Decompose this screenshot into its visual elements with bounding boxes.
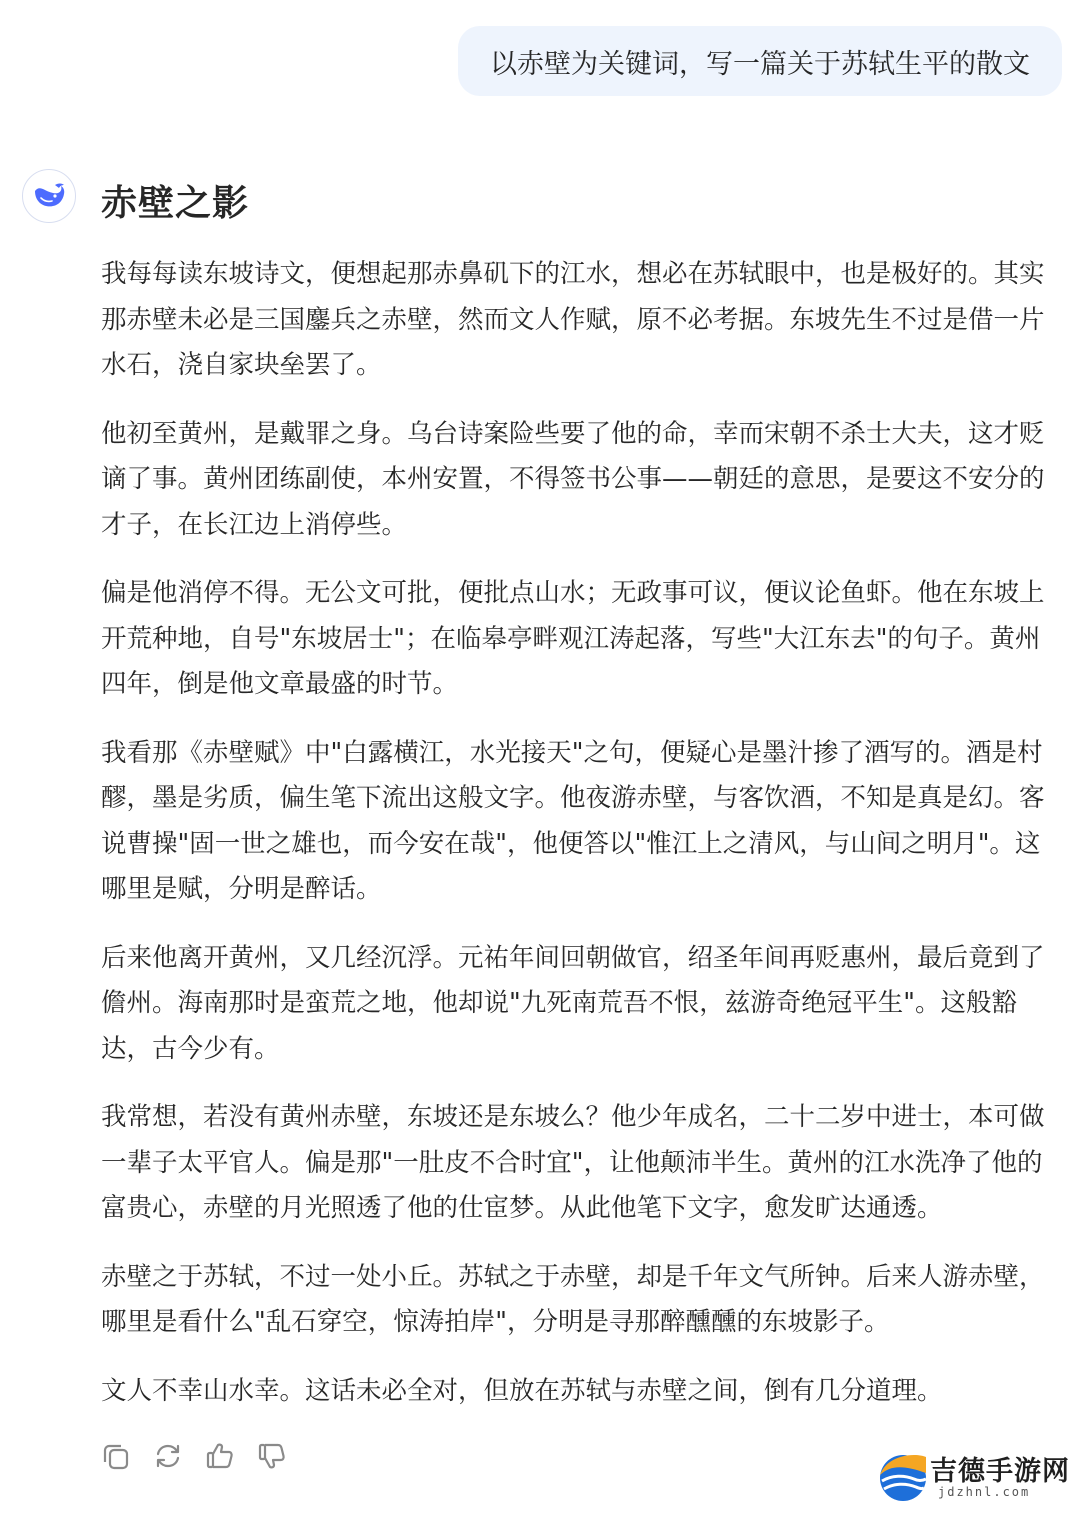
watermark-text: 吉德手游网 [930, 1456, 1070, 1487]
answer-paragraph: 文人不幸山水幸。这话未必全对，但放在苏轼与赤壁之间，倒有几分道理。 [101, 1375, 943, 1406]
message-actions [100, 1440, 288, 1472]
answer-paragraph: 赤壁之于苏轼，不过一处小丘。苏轼之于赤壁，却是千年文气所钟。后来人游赤壁，哪里是看什么"乱石穿空，惊涛拍岸"，分明是寻那醉醺醺的东坡影子。 [101, 1261, 1045, 1337]
site-watermark [878, 1447, 1074, 1511]
answer-paragraph: 偏是他消停不得。无公文可批，便批点山水；无政事可议，便议论鱼虾。他在东坡上开荒种地，自号"东坡居士"；在临皋亭畔观江涛起落，写些"大江东去"的句子。黄州四年，倒是他文章最盛的时节。 [101, 578, 1045, 699]
answer-body [101, 252, 1063, 1437]
refresh-icon [153, 1441, 183, 1471]
copy-button[interactable] [100, 1440, 132, 1472]
answer-paragraph: 我常想，若没有黄州赤壁，东坡还是东坡么？他少年成名，二十二岁中进士，本可做一辈子太平官人。偏是那"一肚皮不合时宜"，让他颠沛半生。黄州的江水洗净了他的富贵心，赤壁的月光照透了他的仕宦梦。从此他笔下文字，愈发旷达通透。 [101, 1102, 1045, 1223]
wave-logo-icon [878, 1453, 928, 1503]
dislike-button[interactable] [256, 1440, 288, 1472]
copy-icon [101, 1441, 131, 1471]
deepseek-whale-icon [31, 181, 67, 211]
regenerate-button[interactable] [152, 1440, 184, 1472]
assistant-avatar [22, 169, 76, 223]
user-message-text: 以赤壁为关键词，写一篇关于苏轼生平的散文 [490, 48, 1030, 80]
answer-paragraph: 他初至黄州，是戴罪之身。乌台诗案险些要了他的命，幸而宋朝不杀士大夫，这才贬谪了事。黄州团练副使，本州安置，不得签书公事——朝廷的意思，是要这不安分的才子，在长江边上消停些。 [101, 418, 1045, 540]
like-button[interactable] [204, 1440, 236, 1472]
answer-paragraph: 后来他离开黄州，又几经沉浮。元祐年间回朝做官，绍圣年间再贬惠州，最后竟到了儋州。海南那时是蛮荒之地，他却说"九死南荒吾不恨，兹游奇绝冠平生"。这般豁达，古今少有。 [101, 942, 1045, 1064]
thumbs-up-icon [205, 1441, 235, 1471]
answer-paragraph: 我看那《赤壁赋》中"白露横江，水光接天"之句，便疑心是墨汁掺了酒写的。酒是村醪，墨是劣质，偏生笔下流出这般文字。他夜游赤壁，与客饮酒，不知是真是幻。客说曹操"固一世之雄也，而今安在哉"，他便答以"惟江上之清风，与山间之明月"。这哪里是赋，分明是醉话。 [101, 737, 1045, 904]
answer-title: 赤壁之影 [101, 183, 250, 224]
answer-paragraph: 我每每读东坡诗文，便想起那赤鼻矶下的江水，想必在苏轼眼中，也是极好的。其实那赤壁未必是三国鏖兵之赤壁，然而文人作赋，原不必考据。东坡先生不过是借一片水石，浇自家块垒罢了。 [101, 259, 1045, 380]
user-message-bubble [458, 26, 1062, 96]
watermark-subtext: jdzhnl.com [938, 1485, 1031, 1499]
thumbs-down-icon [257, 1441, 287, 1471]
